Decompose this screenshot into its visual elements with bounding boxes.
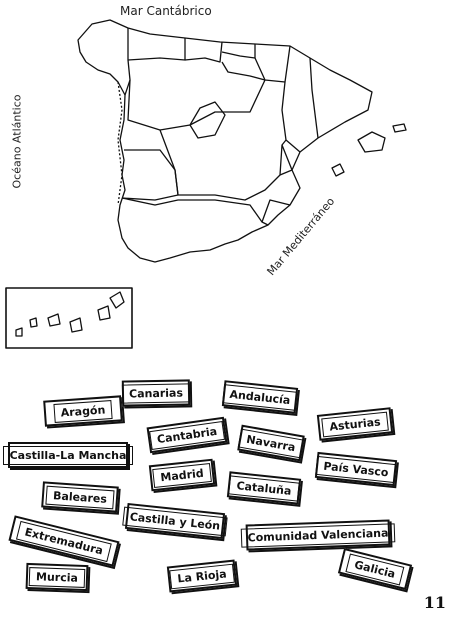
card-castilla-y-leon[interactable]	[125, 503, 225, 539]
border-asturias	[128, 38, 185, 60]
border-murcia	[262, 200, 290, 222]
card-andalucia[interactable]	[222, 380, 298, 414]
card-canarias[interactable]	[122, 379, 190, 406]
island-canarias-4	[48, 314, 60, 326]
border-castilla-mancha	[160, 130, 286, 200]
card-asturias[interactable]	[317, 407, 393, 441]
canarias-inset-box	[6, 288, 132, 348]
card-cantabria[interactable]	[147, 417, 228, 454]
card-pais-vasco[interactable]	[315, 452, 397, 486]
sea-label-east: Mar Mediterráneo	[264, 194, 338, 279]
sea-label-north: Mar Cantábrico	[120, 4, 212, 18]
card-madrid[interactable]	[149, 459, 215, 492]
card-asturias-label: Asturias	[322, 411, 389, 437]
portugal-border	[118, 82, 122, 205]
card-baleares[interactable]	[41, 481, 119, 512]
island-canarias-1	[110, 292, 124, 308]
island-mallorca	[358, 132, 385, 152]
card-pais-vasco-label: País Vasco	[316, 455, 397, 482]
card-extremadura-label: Extremadura	[16, 520, 112, 561]
island-canarias-2	[98, 306, 110, 320]
border-navarra	[255, 46, 290, 82]
card-murcia-label: Murcia	[29, 567, 86, 588]
card-extremadura[interactable]	[8, 515, 119, 566]
sea-label-west: Océano Atlántico	[10, 94, 24, 189]
card-la-rioja[interactable]	[167, 560, 237, 593]
border-pais-vasco	[222, 44, 255, 58]
card-galicia[interactable]	[338, 548, 412, 590]
island-canarias-6	[16, 328, 22, 336]
card-canarias-label: Canarias	[122, 383, 190, 403]
island-menorca	[393, 124, 406, 132]
border-andalucia	[122, 198, 268, 225]
card-comunidad-valenciana-label: Comunidad Valenciana	[240, 523, 395, 547]
card-navarra[interactable]	[237, 425, 305, 462]
card-madrid-label: Madrid	[153, 463, 212, 488]
border-cantabria	[185, 42, 222, 62]
card-cantabria-label: Cantabria	[149, 420, 225, 449]
card-murcia[interactable]	[26, 563, 89, 591]
page-number: 11	[423, 593, 446, 612]
peninsula-outline	[78, 20, 372, 262]
border-cataluna	[310, 58, 318, 138]
card-galicia-label: Galicia	[346, 553, 405, 585]
card-aragon-label: Aragón	[53, 399, 113, 422]
card-la-rioja-label: La Rioja	[170, 563, 235, 589]
island-ibiza	[332, 164, 344, 176]
card-castilla-la-mancha[interactable]	[8, 442, 128, 468]
island-canarias-3	[70, 318, 82, 332]
card-comunidad-valenciana[interactable]	[246, 519, 391, 550]
card-cataluna[interactable]	[227, 471, 301, 504]
card-andalucia-label: Andalucía	[222, 384, 299, 411]
card-aragon[interactable]	[43, 395, 123, 426]
border-castilla-leon	[128, 80, 265, 130]
island-canarias-5	[30, 318, 37, 327]
border-madrid	[190, 102, 225, 138]
border-extremadura	[122, 150, 178, 200]
card-castilla-y-leon-label: Castilla y León	[122, 506, 228, 536]
card-cataluna-label: Cataluña	[229, 475, 300, 501]
card-navarra-label: Navarra	[238, 428, 304, 458]
card-baleares-label: Baleares	[45, 485, 114, 509]
card-castilla-la-mancha-label: Castilla-La Mancha	[3, 446, 134, 465]
